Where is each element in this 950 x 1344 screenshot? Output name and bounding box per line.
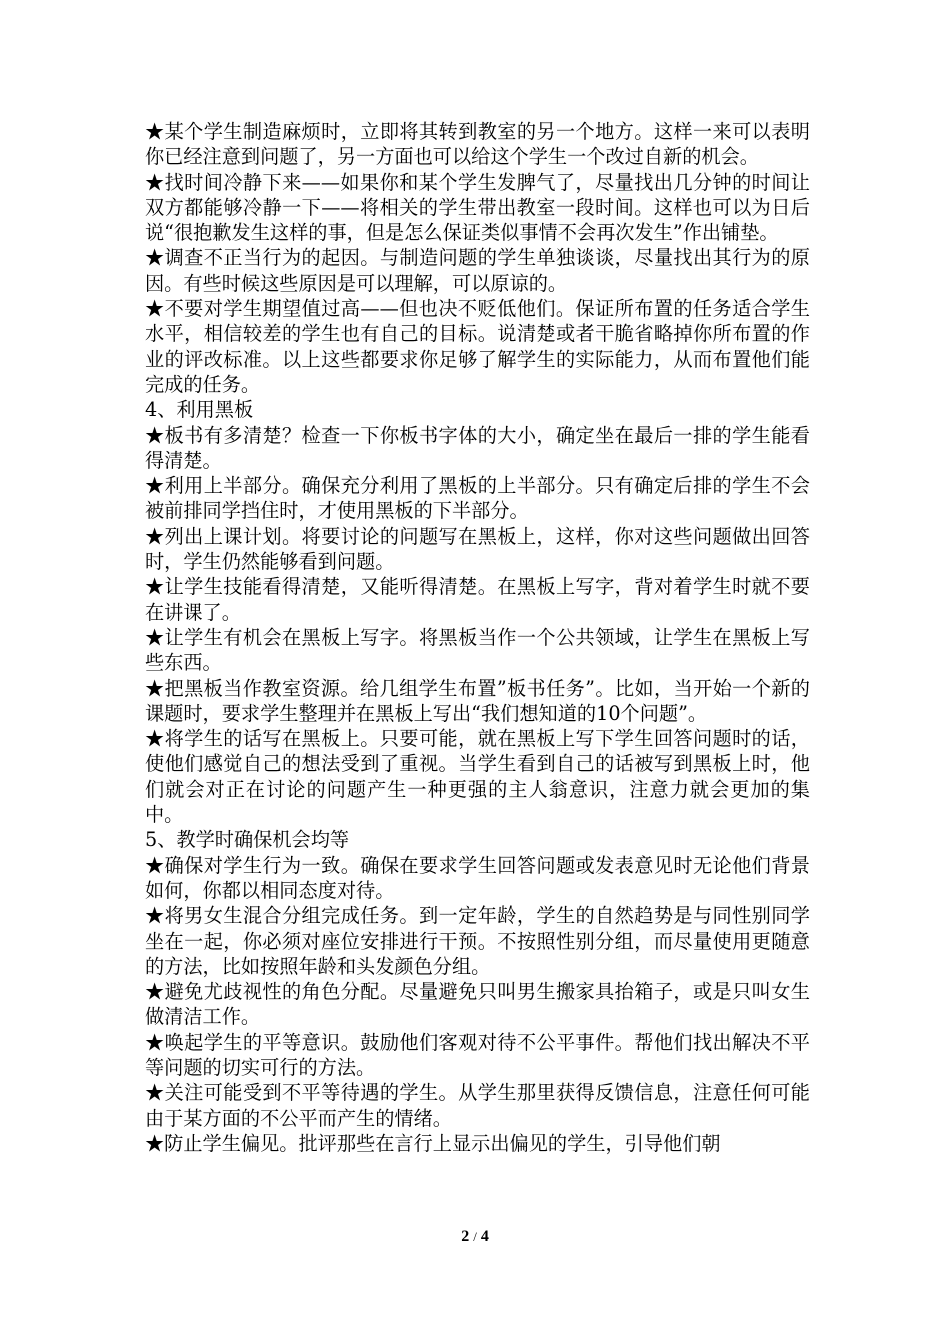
section-heading: 4、利用黑板 bbox=[145, 398, 254, 422]
paragraph: ★让学生技能看得清楚，又能听得清楚。在黑板上写字，背对着学生时就不要在讲课了。 bbox=[145, 575, 810, 624]
section-heading: 5、教学时确保机会均等 bbox=[145, 828, 350, 852]
paragraph: ★将学生的话写在黑板上。只要可能，就在黑板上写下学生回答问题时的话，使他们感觉自己的想法受到了重视。当学生看到自己的话被写到黑板上时，他们就会对正在讨论的问题产生一种更强的主人翁意识，注意力就会更加的集中。 bbox=[145, 727, 810, 827]
paragraph: ★某个学生制造麻烦时，立即将其转到教室的另一个地方。这样一来可以表明你已经注意到问题了，另一方面也可以给这个学生一个改过自新的机会。 bbox=[145, 120, 810, 169]
paragraph: ★关注可能受到不平等待遇的学生。从学生那里获得反馈信息，注意任何可能由于某方面的不公平而产生的情绪。 bbox=[145, 1081, 810, 1130]
paragraph: ★利用上半部分。确保充分利用了黑板的上半部分。只有确定后排的学生不会被前排同学挡住时，才使用黑板的下半部分。 bbox=[145, 474, 810, 523]
paragraph: ★避免尤歧视性的角色分配。尽量避免只叫男生搬家具抬箱子，或是只叫女生做清洁工作。 bbox=[145, 980, 810, 1029]
paragraph: ★唤起学生的平等意识。鼓励他们客观对待不公平事件。帮他们找出解决不平等问题的切实可行的方法。 bbox=[145, 1030, 810, 1079]
paragraph: ★让学生有机会在黑板上写字。将黑板当作一个公共领域，让学生在黑板上写些东西。 bbox=[145, 625, 810, 675]
page-number bbox=[0, 1228, 950, 1246]
page-separator: / bbox=[473, 1229, 477, 1244]
paragraph: ★防止学生偏见。批评那些在言行上显示出偏见的学生，引导他们朝 bbox=[145, 1131, 721, 1155]
current-page: 2 bbox=[461, 1228, 470, 1245]
paragraph: ★板书有多清楚？检查一下你板书字体的大小，确定坐在最后一排的学生能看得清楚。 bbox=[145, 423, 810, 472]
paragraph: ★调查不正当行为的起因。与制造问题的学生单独谈谈，尽量找出其行为的原因。有些时候这些原因是可以理解，可以原谅的。 bbox=[145, 246, 810, 295]
paragraph: ★将男女生混合分组完成任务。到一定年龄，学生的自然趋势是与同性别同学坐在一起，你必须对座位安排进行干预。不按照性别分组，而尽量使用更随意的方法，比如按照年龄和头发颜色分组。 bbox=[145, 904, 810, 978]
paragraph: ★列出上课计划。将要讨论的问题写在黑板上，这样，你对这些问题做出回答时，学生仍然能够看到问题。 bbox=[145, 524, 810, 574]
paragraph: ★把黑板当作教室资源。给几组学生布置”板书任务”。比如，当开始一个新的课题时，要求学生整理并在黑板上写出“我们想知道的10个问题”。 bbox=[145, 676, 810, 725]
paragraph: ★不要对学生期望值过高——但也决不贬低他们。保证所布置的任务适合学生水平，相信较差的学生也有自己的目标。说清楚或者干脆省略掉你所布置的作业的评改标准。以上这些都要求你足够了解学生的实际能力，从而布置他们能完成的任务。 bbox=[145, 297, 810, 396]
document-body bbox=[145, 119, 810, 1156]
paragraph: ★找时间冷静下来——如果你和某个学生发脾气了，尽量找出几分钟的时间让双方都能够冷静一下——将相关的学生带出教室一段时间。这样也可以为日后说“很抱歉发生这样的事，但是怎么保证类似事情不会再次发生”作出铺垫。 bbox=[145, 170, 810, 245]
total-pages: 4 bbox=[480, 1228, 489, 1245]
paragraph: ★确保对学生行为一致。确保在要求学生回答问题或发表意见时无论他们背景如何，你都以相同态度对待。 bbox=[145, 853, 810, 902]
